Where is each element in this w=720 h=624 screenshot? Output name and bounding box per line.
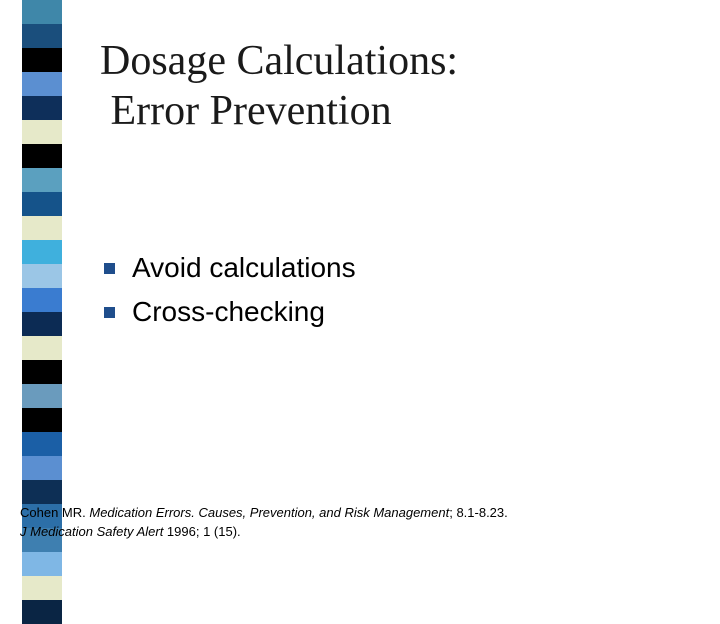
stripe-block	[22, 408, 62, 432]
stripe-block	[22, 456, 62, 480]
stripe-block	[22, 600, 62, 624]
bullet-list	[104, 246, 356, 334]
stripe-block	[22, 96, 62, 120]
square-bullet-icon	[104, 307, 115, 318]
citation-title: Medication Errors. Causes, Prevention, and Risk Management	[89, 505, 450, 520]
stripe-block	[22, 48, 62, 72]
stripe-block	[22, 312, 62, 336]
stripe-block	[22, 192, 62, 216]
stripe-block	[22, 432, 62, 456]
stripe-block	[22, 384, 62, 408]
citation-author: Cohen MR.	[20, 505, 90, 520]
square-bullet-icon	[104, 263, 115, 274]
stripe-block	[22, 264, 62, 288]
stripe-block	[22, 240, 62, 264]
stripe-block	[22, 72, 62, 96]
stripe-block	[22, 552, 62, 576]
bullet-item	[104, 290, 356, 334]
bullet-text: Avoid calculations	[132, 252, 356, 283]
stripe-block	[22, 576, 62, 600]
bullet-text: Cross-checking	[132, 296, 325, 327]
stripe-block	[22, 120, 62, 144]
citation-line-1	[20, 503, 508, 522]
slide-title	[100, 36, 458, 136]
stripe-block	[22, 288, 62, 312]
citation-journal: J Medication Safety Alert	[20, 524, 164, 539]
stripe-block	[22, 0, 62, 24]
citation	[20, 503, 508, 541]
stripe-block	[22, 216, 62, 240]
stripe-block	[22, 480, 62, 504]
stripe-block	[22, 24, 62, 48]
decorative-stripe	[22, 0, 62, 540]
stripe-block	[22, 360, 62, 384]
title-line-2: Error Prevention	[100, 88, 392, 134]
citation-volume: 1996; 1 (15).	[163, 524, 241, 539]
stripe-block	[22, 144, 62, 168]
stripe-block	[22, 336, 62, 360]
title-line-1: Dosage Calculations:	[100, 38, 459, 84]
stripe-block	[22, 168, 62, 192]
bullet-item	[104, 246, 356, 290]
citation-pages: ; 8.1-8.23.	[449, 505, 508, 520]
citation-line-2	[20, 522, 508, 541]
